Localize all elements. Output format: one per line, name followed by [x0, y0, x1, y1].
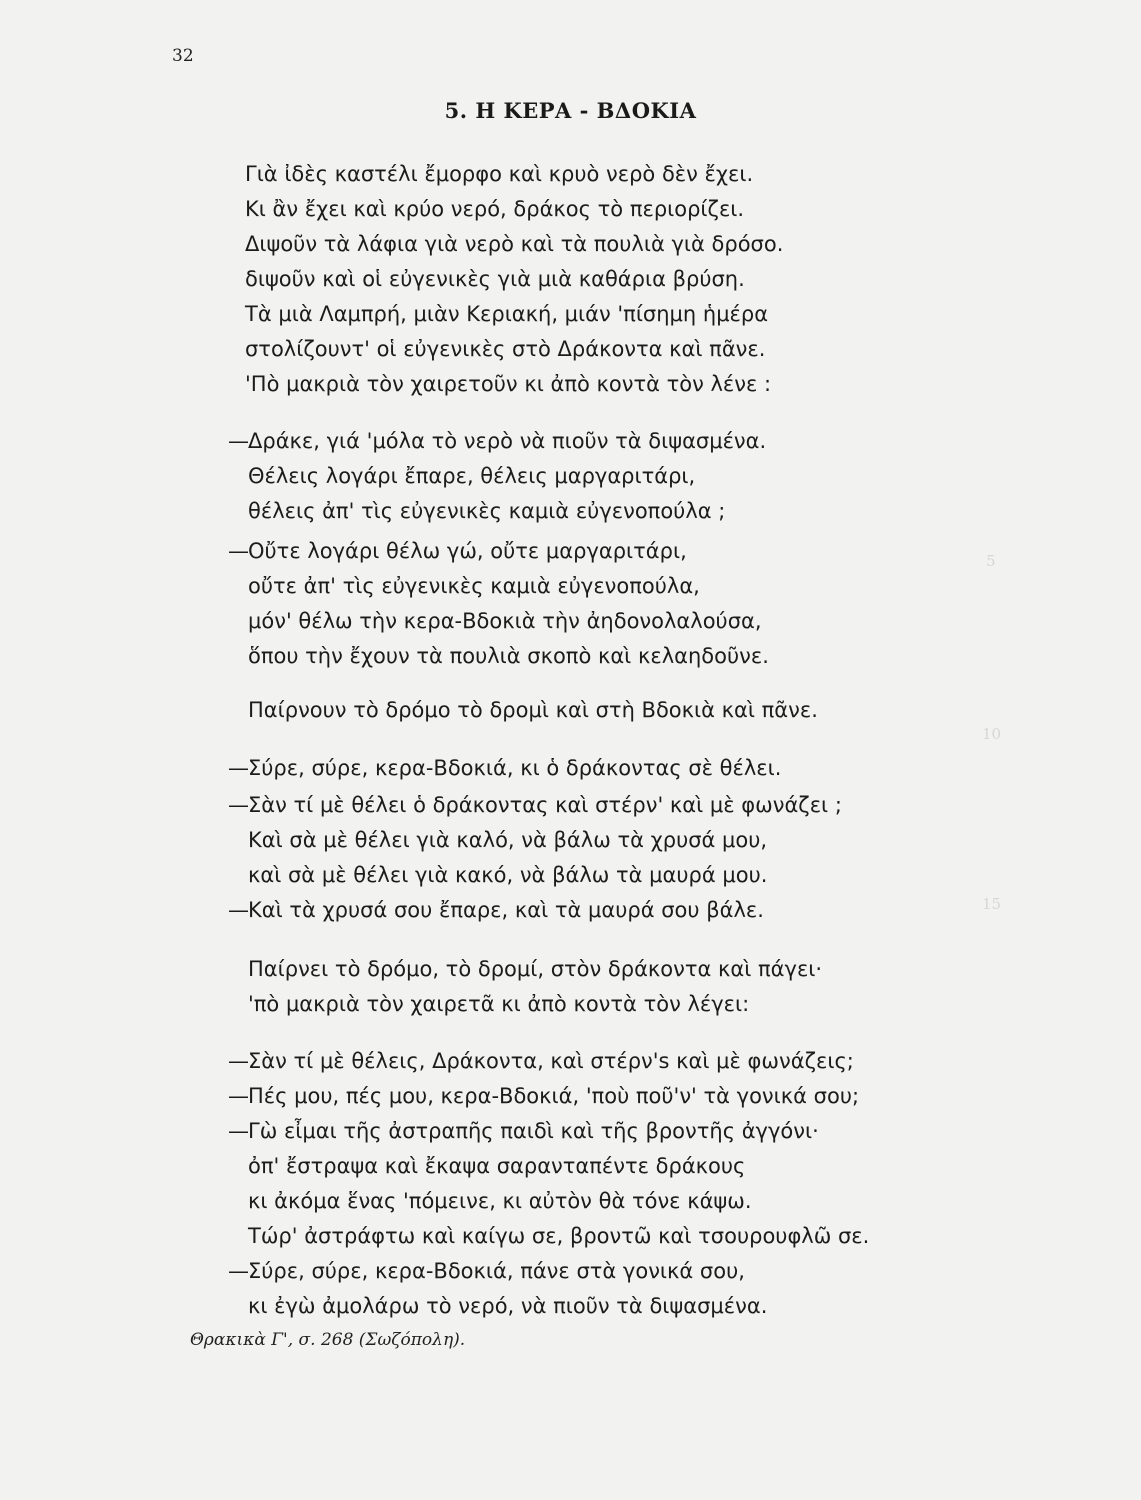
dialogue-dash: — — [228, 539, 249, 563]
poem-line: Οὔτε λογάρι θέλω γώ, οὔτε μαργαριτάρι, — [248, 539, 687, 563]
bleed-through-mark: 10 — [982, 725, 1002, 743]
poem-line: Πές μου, πές μου, κερα-Βδοκιά, 'ποὺ ποῦ'ν' τὰ γονικά σου; — [248, 1084, 860, 1108]
poem-line: Δράκε, γιά 'μόλα τὸ νερὸ νὰ πιοῦν τὰ διψασμένα. — [248, 429, 767, 453]
poem-line: Κι ἂν ἔχει καὶ κρύο νερό, δράκος τὸ περιορίζει. — [245, 197, 745, 221]
poem-line: καὶ σὰ μὲ θέλει γιὰ κακό, νὰ βάλω τὰ μαυρά μου. — [248, 863, 768, 887]
dialogue-dash: — — [228, 1259, 249, 1283]
poem-line: Σὰν τί μὲ θέλει ὁ δράκοντας καὶ στέρν' καὶ μὲ φωνάζει ; — [248, 793, 842, 817]
poem-line: 'Πὸ μακριὰ τὸν χαιρετοῦν κι ἀπὸ κοντὰ τὸν λένε : — [245, 372, 772, 396]
poem-line: Τὰ μιὰ Λαμπρή, μιὰν Κεριακή, μιάν 'πίσημη ἡμέρα — [245, 302, 769, 326]
poem-line: 'πὸ μακριὰ τὸν χαιρετᾶ κι ἀπὸ κοντὰ τὸν λέγει: — [248, 992, 750, 1016]
poem-line: Σύρε, σύρε, κερα-Βδοκιά, πάνε στὰ γονικά σου, — [248, 1259, 745, 1283]
dialogue-dash: — — [228, 1049, 249, 1073]
dialogue-dash: — — [228, 429, 249, 453]
poem-line: Παίρνουν τὸ δρόμο τὸ δρομὶ καὶ στὴ Βδοκιὰ καὶ πᾶνε. — [248, 698, 818, 722]
poem-line: οὔτε ἀπ' τὶς εὐγενικὲς καμιὰ εὐγενοπούλα, — [248, 574, 700, 598]
dialogue-dash: — — [228, 898, 249, 922]
poem-line: διψοῦν καὶ οἱ εὐγενικὲς γιὰ μιὰ καθάρια βρύση. — [245, 267, 745, 291]
poem-line: Παίρνει τὸ δρόμο, τὸ δρομί, στὸν δράκοντα καὶ πάγει· — [248, 957, 823, 981]
page-number: 32 — [172, 46, 194, 66]
dialogue-dash: — — [228, 793, 249, 817]
source-citation: Θρακικὰ Γ', σ. 268 (Σωζόπολη). — [190, 1330, 466, 1350]
dialogue-dash: — — [228, 1084, 249, 1108]
poem-line: Σὰν τί μὲ θέλεις, Δράκοντα, καὶ στέρν's καὶ μὲ φωνάζεις; — [248, 1049, 854, 1073]
poem-line: θέλεις ἀπ' τὶς εὐγενικὲς καμιὰ εὐγενοπούλα ; — [248, 499, 726, 523]
dialogue-dash: — — [228, 756, 249, 780]
poem-line: στολίζουντ' οἱ εὐγενικὲς στὸ Δράκοντα καὶ πᾶνε. — [245, 337, 766, 361]
poem-line: κι ἐγὼ ἀμολάρω τὸ νερό, νὰ πιοῦν τὰ διψασμένα. — [248, 1294, 768, 1318]
poem-line: Γιὰ ἰδὲς καστέλι ἔμορφο καὶ κρυὸ νερὸ δὲν ἔχει. — [245, 162, 754, 186]
poem-line: Διψοῦν τὰ λάφια γιὰ νερὸ καὶ τὰ πουλιὰ γιὰ δρόσο. — [245, 232, 784, 256]
bleed-through-mark: 5 — [986, 552, 996, 570]
poem-line: Καὶ τὰ χρυσά σου ἔπαρε, καὶ τὰ μαυρά σου βάλε. — [248, 898, 764, 922]
bleed-through-mark: 15 — [982, 895, 1002, 913]
poem-title: 5. Η ΚΕΡΑ - ΒΔΟΚΙΑ — [444, 98, 697, 123]
poem-line: Σύρε, σύρε, κερα-Βδοκιά, κι ὁ δράκοντας σὲ θέλει. — [248, 756, 782, 780]
poem-line: ὅπου τὴν ἔχουν τὰ πουλιὰ σκοπὸ καὶ κελαηδοῦνε. — [248, 644, 769, 668]
poem-line: Γὼ εἶμαι τῆς ἀστραπῆς παιδὶ καὶ τῆς βροντῆς ἀγγόνι· — [248, 1119, 819, 1143]
poem-line: Καὶ σὰ μὲ θέλει γιὰ καλό, νὰ βάλω τὰ χρυσά μου, — [248, 828, 768, 852]
dialogue-dash: — — [228, 1119, 249, 1143]
poem-line: Τώρ' ἀστράφτω καὶ καίγω σε, βροντῶ καὶ τσουρουφλῶ σε. — [248, 1224, 870, 1248]
poem-line: Θέλεις λογάρι ἔπαρε, θέλεις μαργαριτάρι, — [248, 464, 696, 488]
poem-line: ὀπ' ἔστραψα καὶ ἔκαψα σαρανταπέντε δράκους — [248, 1154, 746, 1178]
poem-line: κι ἀκόμα ἕνας 'πόμεινε, κι αὐτὸν θὰ τόνε κάψω. — [248, 1189, 752, 1213]
poem-line: μόν' θέλω τὴν κερα-Βδοκιὰ τὴν ἀηδονολαλούσα, — [248, 609, 762, 633]
